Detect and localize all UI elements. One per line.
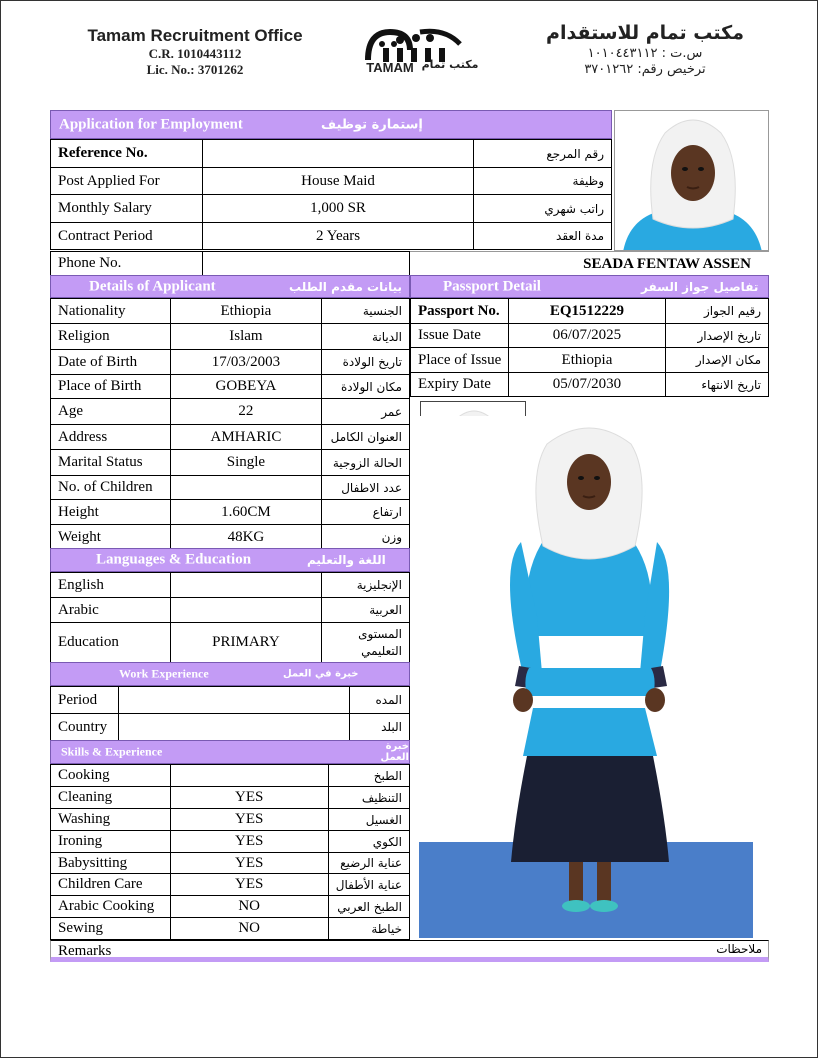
pob-label-ar: مكان الولادة xyxy=(322,375,410,399)
table-row xyxy=(51,324,410,350)
religion-label: Religion xyxy=(51,324,171,350)
table-row xyxy=(51,375,410,399)
children-care-label-ar: عناية الأطفال xyxy=(328,874,409,896)
skills-table xyxy=(50,764,410,940)
cleaning-label-ar: التنظيف xyxy=(328,787,409,809)
passport-title-ar: تفاصيل جواز السفر xyxy=(641,279,759,294)
babysitting-label-ar: عناية الرضيع xyxy=(328,853,409,874)
post-value: House Maid xyxy=(202,168,473,195)
arabic-cooking-value: NO xyxy=(170,896,328,918)
languages-table xyxy=(50,572,410,663)
table-row xyxy=(51,687,410,714)
details-title-ar: بيانات مقدم الطلب xyxy=(289,279,403,294)
skills-title: Skills & Experience xyxy=(61,744,163,759)
sewing-label: Sewing xyxy=(51,918,171,940)
phone-table xyxy=(50,251,410,276)
table-row xyxy=(51,896,410,918)
dob-label: Date of Birth xyxy=(51,350,171,375)
issue-date-value: 06/07/2025 xyxy=(509,324,665,348)
skills-band xyxy=(50,740,410,764)
education-label: Education xyxy=(51,623,171,663)
country-value xyxy=(118,714,349,741)
children-label-ar: عدد الاطفال xyxy=(322,476,410,500)
table-row xyxy=(51,853,410,874)
office-name-ar: مكتب تمام للاستقدام xyxy=(546,22,744,44)
table-row xyxy=(51,399,410,425)
contract-value: 2 Years xyxy=(202,223,473,250)
office-name-en: Tamam Recruitment Office xyxy=(87,26,303,45)
passport-table xyxy=(410,298,769,397)
washing-label-ar: الغسيل xyxy=(328,809,409,831)
weight-label-ar: وزن xyxy=(322,525,410,550)
languages-title: Languages & Education xyxy=(96,551,252,568)
table-row xyxy=(51,525,410,550)
phone-value xyxy=(202,252,409,276)
address-label-ar: العنوان الكامل xyxy=(322,425,410,450)
table-row xyxy=(51,168,612,195)
religion-value: Islam xyxy=(170,324,321,350)
salary-value: 1,000 SR xyxy=(202,195,473,223)
reference-value xyxy=(202,140,473,168)
table-row xyxy=(411,299,769,324)
ironing-label-ar: الكوي xyxy=(328,831,409,853)
address-value: AMHARIC xyxy=(170,425,321,450)
work-title-ar: خبرة في العمل xyxy=(283,668,359,680)
languages-title-ar: اللغة والتعليم xyxy=(307,553,386,567)
babysitting-value: YES xyxy=(170,853,328,874)
dob-label-ar: تاريخ الولادة xyxy=(322,350,410,375)
skills-title-ar: خبرة العمل xyxy=(380,741,409,763)
table-row xyxy=(411,373,769,397)
weight-value: 48KG xyxy=(170,525,321,550)
table-row xyxy=(51,787,410,809)
table-row xyxy=(51,140,612,168)
office-cr-en: C.R. 1010443112 xyxy=(148,46,242,61)
application-title-ar: إستمارة توظيف xyxy=(321,117,423,132)
english-value xyxy=(170,573,322,598)
table-row xyxy=(51,874,410,896)
details-band xyxy=(50,275,410,298)
sewing-label-ar: خياطة xyxy=(328,918,409,940)
languages-band xyxy=(50,548,410,572)
arabic-label: Arabic xyxy=(51,598,171,623)
cooking-label-ar: الطبخ xyxy=(328,765,409,787)
issue-date-label-ar: تاريخ الإصدار xyxy=(665,324,768,348)
children-care-value: YES xyxy=(170,874,328,896)
expiry-value: 05/07/2030 xyxy=(509,373,665,397)
place-issue-label-ar: مكان الإصدار xyxy=(665,348,768,373)
expiry-label-ar: تاريخ الانتهاء xyxy=(665,373,768,397)
logo-text-ar: مكتب تمام xyxy=(421,58,479,71)
age-label: Age xyxy=(51,399,171,425)
cooking-value xyxy=(170,765,328,787)
table-row xyxy=(51,831,410,853)
contract-label-ar: مدة العقد xyxy=(474,223,612,250)
application-table xyxy=(50,139,612,250)
children-label: No. of Children xyxy=(51,476,171,500)
full-body-photo xyxy=(419,416,759,938)
table-row xyxy=(51,809,410,831)
table-row xyxy=(51,500,410,525)
children-care-label: Children Care xyxy=(51,874,171,896)
cleaning-label: Cleaning xyxy=(51,787,171,809)
marital-label-ar: الحالة الزوجية xyxy=(322,450,410,476)
reference-label: Reference No. xyxy=(51,140,203,168)
address-label: Address xyxy=(51,425,171,450)
remarks-label-ar: ملاحظات xyxy=(716,942,762,956)
education-label-ar: المستوى التعليمي xyxy=(322,623,410,663)
work-band xyxy=(50,662,410,686)
table-row xyxy=(51,573,410,598)
religion-label-ar: الديانة xyxy=(322,324,410,350)
nationality-label: Nationality xyxy=(51,299,171,324)
table-row xyxy=(51,223,612,250)
phone-label: Phone No. xyxy=(51,252,203,276)
table-row xyxy=(51,299,410,324)
pob-value: GOBEYA xyxy=(170,375,321,399)
table-row xyxy=(51,252,410,276)
period-label-ar: المده xyxy=(350,687,410,714)
height-label: Height xyxy=(51,500,171,525)
passport-no-value: EQ1512229 xyxy=(509,299,665,324)
application-band xyxy=(50,110,612,139)
table-row xyxy=(51,918,410,940)
arabic-cooking-label-ar: الطبخ العربي xyxy=(328,896,409,918)
nationality-label-ar: الجنسية xyxy=(322,299,410,324)
arabic-value xyxy=(170,598,322,623)
table-row xyxy=(51,714,410,741)
period-label: Period xyxy=(51,687,119,714)
marital-label: Marital Status xyxy=(51,450,171,476)
english-label: English xyxy=(51,573,171,598)
cleaning-value: YES xyxy=(170,787,328,809)
place-issue-label: Place of Issue xyxy=(411,348,509,373)
period-value xyxy=(118,687,349,714)
country-label-ar: البلد xyxy=(350,714,410,741)
table-row xyxy=(51,623,410,663)
height-label-ar: ارتفاع xyxy=(322,500,410,525)
age-label-ar: عمر xyxy=(322,399,410,425)
ironing-label: Ironing xyxy=(51,831,171,853)
post-label: Post Applied For xyxy=(51,168,203,195)
table-row xyxy=(411,348,769,373)
passport-band xyxy=(410,275,769,298)
application-title: Application for Employment xyxy=(59,116,243,132)
details-title: Details of Applicant xyxy=(89,278,216,294)
country-label: Country xyxy=(51,714,119,741)
education-value: PRIMARY xyxy=(170,623,322,663)
dob-value: 17/03/2003 xyxy=(170,350,321,375)
applicant-name: SEADA FENTAW ASSEN xyxy=(410,251,769,275)
passport-title: Passport Detail xyxy=(443,278,541,294)
table-row xyxy=(51,476,410,500)
reference-label-ar: رقم المرجع xyxy=(474,140,612,168)
children-value xyxy=(170,476,321,500)
cooking-label: Cooking xyxy=(51,765,171,787)
work-title: Work Experience xyxy=(119,666,209,681)
post-label-ar: وظيفة xyxy=(474,168,612,195)
salary-label-ar: راتب شهري xyxy=(474,195,612,223)
remarks-row xyxy=(50,940,769,962)
pob-label: Place of Birth xyxy=(51,375,171,399)
ironing-value: YES xyxy=(170,831,328,853)
age-value: 22 xyxy=(170,399,321,425)
salary-label: Monthly Salary xyxy=(51,195,203,223)
nationality-value: Ethiopia xyxy=(170,299,321,324)
table-row xyxy=(51,195,612,223)
arabic-cooking-label: Arabic Cooking xyxy=(51,896,171,918)
passport-no-label-ar: رقيم الجواز xyxy=(665,299,768,324)
work-table xyxy=(50,686,410,741)
table-row xyxy=(51,598,410,623)
office-cr-ar: س.ت : ١٠١٠٤٤٣١١٢ xyxy=(587,46,703,61)
table-row xyxy=(411,324,769,348)
arabic-label-ar: العربية xyxy=(322,598,410,623)
marital-value: Single xyxy=(170,450,321,476)
table-row xyxy=(51,765,410,787)
remarks-label: Remarks xyxy=(58,943,112,959)
height-value: 1.60CM xyxy=(170,500,321,525)
contract-label: Contract Period xyxy=(51,223,203,250)
english-label-ar: الإنجليزية xyxy=(322,573,410,598)
portrait-photo xyxy=(614,110,769,251)
table-row xyxy=(51,450,410,476)
logo-text: TAMAM xyxy=(366,60,414,75)
washing-label: Washing xyxy=(51,809,171,831)
table-row xyxy=(51,425,410,450)
weight-label: Weight xyxy=(51,525,171,550)
babysitting-label: Babysitting xyxy=(51,853,171,874)
office-lic-ar: ترخيص رقم: ٣٧٠١٢٦٢ xyxy=(584,62,706,77)
table-row xyxy=(51,350,410,375)
office-lic-en: Lic. No.: 3701262 xyxy=(146,62,244,77)
washing-value: YES xyxy=(170,809,328,831)
details-table xyxy=(50,298,410,550)
passport-no-label: Passport No. xyxy=(411,299,509,324)
issue-date-label: Issue Date xyxy=(411,324,509,348)
sewing-value: NO xyxy=(170,918,328,940)
expiry-label: Expiry Date xyxy=(411,373,509,397)
place-issue-value: Ethiopia xyxy=(509,348,665,373)
